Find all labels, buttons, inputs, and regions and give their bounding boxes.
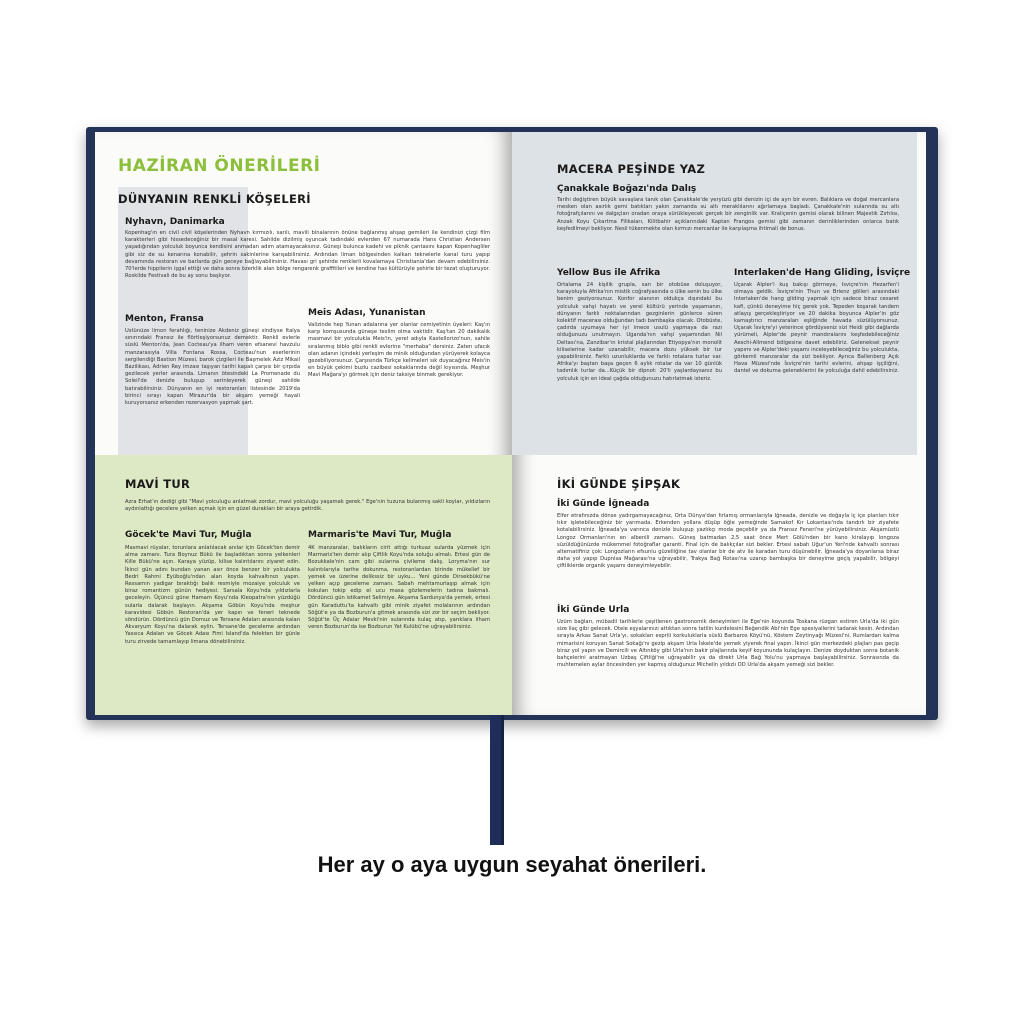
macera-title: MACERA PEŞİNDE YAZ: [557, 162, 706, 176]
marmaris-text: 4K manzaralar, balıkların cirit attığı turkuaz sularda yüzmek için Marmaris'ten demir alıp Çiftlik Koyu'nda soluğu almalı. Ertesi gün de Bozukkale'nin cam gibi sularına çivileme dalış. Loryma'nın sur kalıntılarıyla tarihe dokunma, restoranlardan birinde mükellef bir yemek ve üzerine delikssiz bir uyku... Yeni günde Dirsekbükü'ne yelken açıp geceleme zamanı. Sabah mehtamurlaşıp almak için kokulan tokip edip el ucu masa gözlemelerin tadına bakmalı. Dördüncü gün istikamet Selimiye. Akşama Sardunya'da yemek, ertesi gün Karaduttu'ta kahvaltı gibi minik ziyafet molalarının ardından Söğüt'e ya da Bozburun'a gitmek arasında sizi zor bir seçim bekliyor. Söğüt'te Üç Adalar Mevki'nin sularında kulaç atıp, yarıklara ilham veren Bozburun'da ise Bozburun Yat Kulübü'ne uğrayabilirsiniz.: [308, 545, 490, 631]
canakkale-text: Tarihi değiştiren büyük savaşlara tanık olan Çanakkale'de yeryüzü gibi denizin içi de ayrı bir evren. Balıklara ve doğal mercanlara mesken olan asırlık gemi batıkları yakın zamanda su altı meraklılarını ağırlamaya başladı. Çanakkale'nin sularında su altı fotoğrafçılarını ve dalgıçları oradan oraya sürükleyecek gerçek bir zenginlik var. Kraliçenin gemisi olarak bilinen Majestik Zırhlısı, Anzak Koyu Çıkartma Filikaları, Kilitbahir açıklarındaki Kaptan Frangos gemisi gibi zamanın derinliklerinden onlarca batık keşfedilmeyi bekliyor. Nesli tükenmekte olan kırmızı mercanlar ile karşılaşma ihtimali de bonus.: [557, 197, 899, 232]
section-title: HAZİRAN ÖNERİLERİ: [118, 156, 321, 176]
iki-gunde-title: İKİ GÜNDE ŞİPŞAK: [557, 477, 681, 491]
bookmark-ribbon: [490, 700, 504, 845]
interlaken-heading: Interlaken'de Hang Gliding, İsviçre: [734, 268, 911, 278]
gocek-text: Masmavi rüyalar, torunlara anlatılacak anılar için Göcek'ten demir alma zamanı. Tura Boynuz Bükü ile başladıktan sonra yelkenleri Kille Bükü'ne açın. Karaya yüzüp, kilise kalıntılarını ziyaret edin. İkinci gün adını bundan yanan asır önce benzer bir yolculukta Bedri Rahmi Eyüboğlu'ndan alan koyda kahvaltınızı yapın. Ressamın yadigar bıraktığı balık resmiyle mozaiye yolculuk ve biraz romantizm günün hediyesi. Sarsala Koyu'nda yıldızlarla geceleyin. Üçüncü güne Hamam Koyu'nda Kleopatra'nın yüzdüğü sularla dalarak başlayın. Akşama Göbün Koyu'nda meşhur karavidesi Göbün Restoran'da yer kapın ve feneri teknede söndürün. Dördüncü gün Domuz ve Tersane Adaları arasında kalan Akvaryum Koyu'na dalarak eylin. Tersane'de geceleme ardından Yassıca Adaları ve Göcek Adası Fimi Island'da felekten bir günle turu zirvede tamamlayıp limana dönebilirsiniz.: [125, 545, 300, 645]
meis-heading: Meis Adası, Yunanistan: [308, 308, 426, 318]
yellow-bus-heading: Yellow Bus ile Afrika: [557, 268, 661, 278]
gocek-heading: Göcek'te Mavi Tur, Muğla: [125, 530, 252, 540]
menton-text: Üstünüze limon ferahlığı, teninize Akdeniz güneşi sindiyse İtalya sınırındaki Fransız ile flörtleşiyorsunuz demektir. Renkli evlerle süslü Menton'da, Jean Cocteau'ya ilham veren efsanevi havzulu manzarasıyla Villa Fontana Rossa, Cocteau'nun eserlerinin sergilendiği Bastion Müzesi, barok çizgileri ile Başmelek Aziz Mikail Bazilikası, Adrien Rey imzası taşıyan tarihi kapalı çarşısı bir çırpıda gezilecek yerler arasında. Limanın ötesindeki La Promenade du Soleil'de denizle buluşup serinleyerek güneşi sahilde batırabilirsiniz. Dünyanın en iyi restoranları listesinde 2019'da birinci sırayı kapan Mirazur'da bir akşam yemeği hayali kuruyorsanız erkenden rezervasyon yapmak şart.: [125, 328, 300, 407]
yellow-bus-text: Ortalama 24 kişilik grupla, sarı bir otobüse doluşuyor, karayoluyla Afrika'nın mistik coğrafyasında o ülke senin bu ülke benim geziyorsunuz. Konfor alanının oldukça dışındaki bu yolculuk vahşi hayatı ve yerel kültürü yerinde yaşamanın, dünyanın farklı noktalarından gezginlerin günlerce süren kolektif macerası olduğundan tadı bambaşka olacak. Otobüste, çadırda uyumaya her iyi imece usulü yapmaya da razı olduğunuzu unutmayın. Uganda'nın vahşi yaşamından Nil Deltası'na, Zanzibar'ın kristal plajlarından Etiyopya'nın monolit kiliselerine kadar uzanabilir, macera dozu yüksek bir tur yapabilirsiniz. Farklı uzunluklarda ve farklı rotalara turlar var. Afrika'yı baştan başa geçen 6 aylık rotalar da var 10 günlük tadımlık turlar da...Küçük bir dipnot: 20'li yaşlardaysanız bu yolculuk için en ideal çağda olduğunuzu hatırlatmak isteriz.: [557, 282, 722, 382]
marmaris-heading: Marmaris'te Mavi Tur, Muğla: [308, 530, 452, 540]
mavi-tur-title: MAVİ TUR: [125, 477, 191, 491]
canakkale-heading: Çanakkale Boğazı'nda Dalış: [557, 184, 697, 194]
igneada-text: Elfer etrafınızda dönse yadırgamayacağınız, Orta Dünya'dan fırlamış ormanlarıyla İğneada, denizle ve doğayla iç içe planları tıkır tıkır işletebileceğiniz bir yarımada. Erkenden yollara düşüp öğle yemeğinde Samakof Kır Lokantası'nda tandırlı bir ziyafete kotalabilirsiniz. İğneada'ya varınca denizle buluşup yazlıkçı moda geçebilir ya da Fransız Feneri'ne yürüyebilirsiniz. Akşamüstü Longoz Ormanları'nın en albenili zamanı. Güneş batmadan 2,5 saat önce Mert Gölü'nden bir kano kiralayıp longoza süzüldüğünüzde mükemmel fotoğraflar garanti. Final için de balıkçılar sizi bekler. Ertesi sabah Uğur'un Yeri'nde kahvaltı sonrası alternatifiniz çok: Longozların efsunlu güzelliğine tav olanlar bir de atv ile karadan turu düşünebilir. İğneada'ya doyanlarsa biraz daha yol yapıp Dupnisa Mağarası'na uğrayabilir, Trakya Bağ Rotası'na uzanıp bambaşka bir deneyime geçiş yapabilir, bölgeyi çiftliklerde organik yaşamı deneyimleyebilir.: [557, 513, 899, 570]
caption: Her ay o aya uygun seyahat önerileri.: [317, 852, 707, 877]
interlaken-text: Uçarak Alpler'i kuş bakışı görmeye, İsviçre'nin Hezarfen'i olmaya geldik. İsviçre'nin Thun ve Brienz gölleri arasındaki Interlaken'de hang gliding yapmak için sadece biraz cesaret kafi, çünkü deneyime hiç gerek yok. Tepeden koşarak tandem atlayış gerçekleştiriyor ve 20 dakika boyunca Alpler'in göz kamaştırıcı manzaraları eşliğinde havada süzülüyorsunuz. Uçarak İsviçre'yi yeterince gördüyseniz sizi Heidi gibi dağlarda yürümeli, Alpler'de peynir mandıralarını keşfedebileceğiniz Aeschi-Allmend bölgesine davet edebiliriz. Geleneksel peynir yapımı ve Alpler'deki yaşamı inceleyebileceğiniz bu yolculukta, görkemli manzaralar da sizi bekliyor. Ayrıca Ballenberg Açık Hava Müzesi'nde İsviçre'nin tarihi evlerini, ahşap işçiliğini, dantel ve dokuma geleneklerini ile yolculuğa dahil edebilirsiniz.: [734, 282, 899, 375]
right-page: [512, 132, 926, 715]
subsection-title: DÜNYANIN RENKLİ KÖŞELERİ: [118, 192, 311, 206]
nyhavn-text: Kopenhag'ın en civil civil köşelerinden Nyhavn kırmızılı, sarılı, mavili binalarının önüne bağlanmış ahşap gemileri ile kendinizi çizgi film karakterleri gibi hissedeceğiniz bir masal karesi. Sahilde dizilmiş oyuncak tadındaki evlerden 67 numarada Hans Christian Andersen yaşadığından yolculuk boyunca kendisini anmadan adım atamayacaksınız. Güneşi bulunca kadehi ve piknik çantasını kapan Kopenhagliler gibi siz de su kenarına konabilir, şehrin sakinlerine karışabilirsiniz. Ardından liman bölgesinden kalkan teknelerle kanal turu yapıp devamında restoran ve barlarda gün geceye bağlayabilirsiniz. Havası gri şehirde renklerli kovalamaya Christiania'dan devam edebilirsiniz. 70'lerde hippilerin işgal ettiği ve daha sonra özerklik alan bölge rengarenk graffitileri ve kendine has kültürüyle şehirle bir tezat oluşturuyor. Roskilde Festivali de bu ay sonu başlıyor.: [125, 230, 490, 280]
nyhavn-heading: Nyhavn, Danimarka: [125, 217, 225, 227]
urla-text: Üzüm bağları, mübadil tarihlerle çeşitlenen gastronomik deneyimleri ile Ege'nin koyunda Toskana rüzgarı estiren Urla'da iki gün size ilaç gibi gelecek. Otele eşyalarınızı attıktan sonra tatilin kurdelesini Beğendik Abi'nin Ege spesiyallerini tadarak kesin. Ardından sırayla Arkas Sanat Urla'yı, sokakları esprili korkuluklarla süslü Barbaros Köyü'nü, Köstem Zeytinyağı Müzesi'ni, Rumlardan kalma mimarisini koruyan Sanat Sokağı'nı gezip akşam Urla İskele'de yemek yiyerek final yapın. İkinci gün merkezdeki plajları pas geçip biraz yol yapın ve Demircili ve Altınköy gibi Urla'nın bakir plajlarında keyif koyununda kulaçlayın. Denize doyduktan sonra botanik bahçelerini aratmayan Uzbaş Çiftliği'ne uğrayabilir ya da direkt Urla Bağ Yolu'nu yapmaya başlayabilirsiniz. Sonrasında da muhtemelen aylar öncesinden yer kapmış olduğunuz Michelin yıldızlı OD Urla'da akşam yemeği sizi bekler.: [557, 619, 899, 669]
igneada-heading: İki Günde İğneada: [557, 499, 650, 509]
urla-heading: İki Günde Urla: [557, 605, 630, 615]
meis-text: Valizinde hep Yunan adalarına yer olanlar cemiyetinin üyeleri: Kaş'ın karşı komşusunda güneşe teslim olma vaktidir. Kaş'tan 20 dakikalık masmavi bir yolculukla Meis'in, yerel adıyla Kastellorizo'nun, sahile sıralanmış biblo gibi renkli evlerine "merhaba" dersiniz. Zaten ufacık olan adanın içindeki yerleşim de minik olduğundan yürüyerek kolayca gezebiliyorsunuz. Çarşısında Türkçe kelimeleri sık duyacağınız Meis'in en büyük çekimi buzlu cazibesi sokaklarında değil kıyısında. Meşhur Mavi Mağara'yı görmek için deniz taksiye binmek gerekiyor.: [308, 322, 490, 379]
menton-heading: Menton, Fransa: [125, 314, 204, 324]
left-page: [95, 132, 512, 715]
mavi-tur-intro: Azra Erhat'ın dediği gibi "Mavi yolculuğu anlatmak zordur, mavi yolculuğu yaşamak gerek." Ege'nin tuzuna bulanmış sakli koylar, yıldızların aydınlattığı gecelere yelken açmak için en güzel durakları bir araya getirdik.: [125, 499, 490, 513]
